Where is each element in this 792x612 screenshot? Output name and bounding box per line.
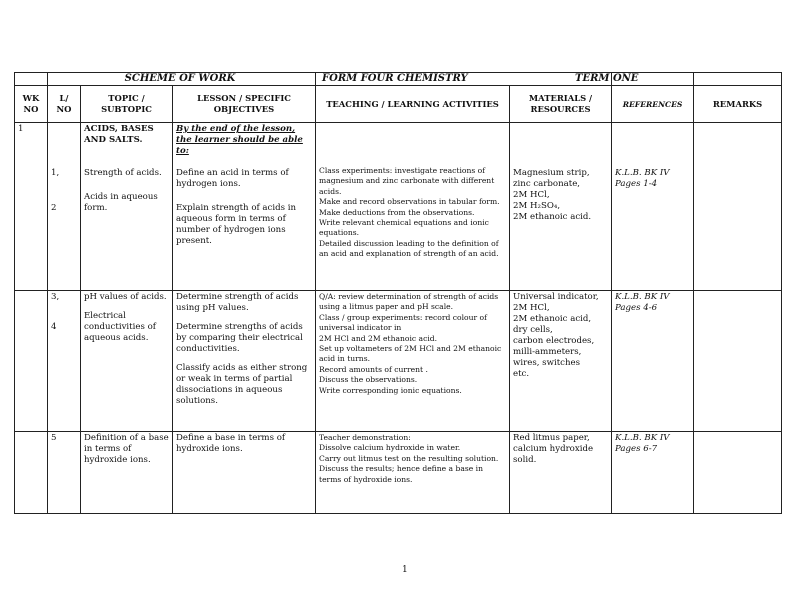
header-row: [15, 86, 782, 123]
references-cell: [612, 432, 694, 514]
scheme-title: SCHEME OF WORK: [48, 73, 316, 86]
activity: Teacher demonstration:: [319, 433, 411, 442]
material: wires, switches: [513, 358, 580, 368]
teaching-cell: [316, 432, 510, 514]
remarks-cell: [694, 291, 782, 432]
materials-cell: [510, 123, 612, 291]
teaching-cell: [316, 291, 510, 432]
activity: Discuss the observations.: [319, 375, 418, 385]
material: 2M ethanoic acid,: [513, 314, 592, 324]
header-lno: L/ NO: [48, 86, 81, 123]
reference: K.L.B. BK IV: [615, 292, 670, 302]
material: 2M ethanoic acid.: [513, 212, 592, 222]
reference: K.L.B. BK IV: [615, 433, 670, 443]
objective: Define an acid in terms of hydrogen ions.: [176, 168, 289, 189]
material: etc.: [513, 369, 530, 379]
material: 2M HCl,: [513, 190, 550, 200]
activity: Discuss the results; hence define a base in terms of hydroxide ions.: [319, 464, 484, 484]
week-number: [15, 291, 48, 432]
table-row: [15, 123, 782, 291]
lesson-numbers: [48, 123, 81, 291]
material: calcium hydroxide: [513, 444, 594, 454]
objective: Determine strengths of acids by comparing their electrical conductivities.: [176, 322, 303, 354]
lesson-numbers: [48, 291, 81, 432]
remarks-cell: [694, 123, 782, 291]
material: Magnesium strip,: [513, 168, 590, 178]
reference: Pages 1-4: [615, 179, 658, 189]
lesson-number: 1,: [51, 168, 60, 178]
objective: Determine strength of acids using pH values.: [176, 292, 299, 313]
materials-cell: [510, 432, 612, 514]
form-title: FORM FOUR CHEMISTRY: [316, 73, 612, 86]
header-wk: WK NO: [15, 86, 48, 123]
activity: Make and record observations in tabular form.: [319, 197, 500, 207]
reference: Pages 4-6: [615, 303, 658, 313]
activity: Class / group experiments: record colour of universal indicator in: [319, 312, 487, 333]
topic-cell: [81, 291, 173, 432]
materials-cell: [510, 291, 612, 432]
lesson-number: 2: [51, 203, 57, 213]
header-references: REFERENCES: [612, 86, 694, 123]
references-cell: [612, 291, 694, 432]
topic-cell: [81, 123, 173, 291]
lesson-number: 4: [51, 322, 57, 332]
activity: Set up voltameters of 2M HCl and 2M ethanoic acid in turns.: [319, 344, 502, 364]
header-remarks: REMARKS: [694, 86, 782, 123]
objectives-intro: By the end of the lesson, the learner should be able to:: [176, 124, 303, 156]
header-topic: TOPIC / SUBTOPIC: [81, 86, 173, 123]
scheme-of-work-table: [14, 72, 782, 514]
header-lesson: LESSON / SPECIFIC OBJECTIVES: [173, 86, 316, 123]
activity: Detailed discussion leading to the definition of an acid and explanation of strength of an acid.: [319, 238, 499, 259]
reference: K.L.B. BK IV: [615, 168, 670, 178]
material: solid.: [513, 455, 537, 465]
activity: Q/A: review determination of strength of acids using a litmus paper and pH scale.: [319, 292, 499, 312]
objective: Classify acids as either strong or weak in terms of partial dissociations in aqueous solutions.: [176, 363, 308, 406]
page-number: 1: [402, 565, 408, 575]
header-teaching: TEACHING / LEARNING ACTIVITIES: [316, 86, 510, 123]
lesson-number: 5: [48, 432, 81, 514]
objective: Explain strength of acids in aqueous form in terms of number of hydrogen ions present.: [176, 203, 297, 246]
term-text: TERM ONE: [575, 73, 639, 84]
remarks-cell: [694, 432, 782, 514]
material: dry cells,: [513, 325, 553, 335]
objective: Define a base in terms of hydroxide ions.: [173, 432, 316, 514]
title-row: [15, 73, 782, 86]
material: 2M H₂SO₄,: [513, 201, 561, 211]
header-materials: MATERIALS / RESOURCES: [510, 86, 612, 123]
activity: Write corresponding ionic equations.: [319, 385, 462, 395]
week-number: 1: [15, 123, 48, 291]
activity: Write relevant chemical equations and ionic equations.: [319, 218, 489, 238]
material: zinc carbonate,: [513, 179, 581, 189]
material: 2M HCl,: [513, 303, 550, 313]
reference: Pages 6-7: [615, 444, 658, 454]
subtopic: Strength of acids.: [84, 168, 162, 178]
term-title: [575, 73, 694, 86]
material: milli-ammeters,: [513, 347, 582, 357]
subtopic: Acids in aqueous form.: [84, 192, 158, 213]
table-row: [15, 291, 782, 432]
activity: Class experiments: investigate reactions of magnesium and zinc carbonate with different acids.: [319, 166, 495, 196]
subtopic: pH values of acids.: [84, 292, 167, 302]
lesson-number: 3,: [51, 292, 60, 302]
material: Red litmus paper,: [513, 433, 590, 443]
topic-heading: ACIDS, BASES AND SALTS.: [84, 124, 154, 145]
references-cell: [612, 123, 694, 291]
subtopic: Electrical conductivities of aqueous acids.: [84, 311, 156, 343]
teaching-cell: [316, 123, 510, 291]
activity: Record amounts of current .: [319, 364, 428, 374]
material: Universal indicator,: [513, 292, 599, 302]
activity: Make deductions from the observations.: [319, 207, 475, 217]
objectives-cell: [173, 123, 316, 291]
week-number: [15, 432, 48, 514]
subtopic: Definition of a base in terms of hydroxide ions.: [81, 432, 173, 514]
activity: 2M HCl and 2M ethanoic acid.: [319, 333, 438, 343]
activity: Dissolve calcium hydroxide in water.: [319, 443, 461, 453]
activity: Carry out litmus test on the resulting solution.: [319, 453, 499, 463]
objectives-cell: [173, 291, 316, 432]
material: carbon electrodes,: [513, 336, 595, 346]
table-row: [15, 432, 782, 514]
